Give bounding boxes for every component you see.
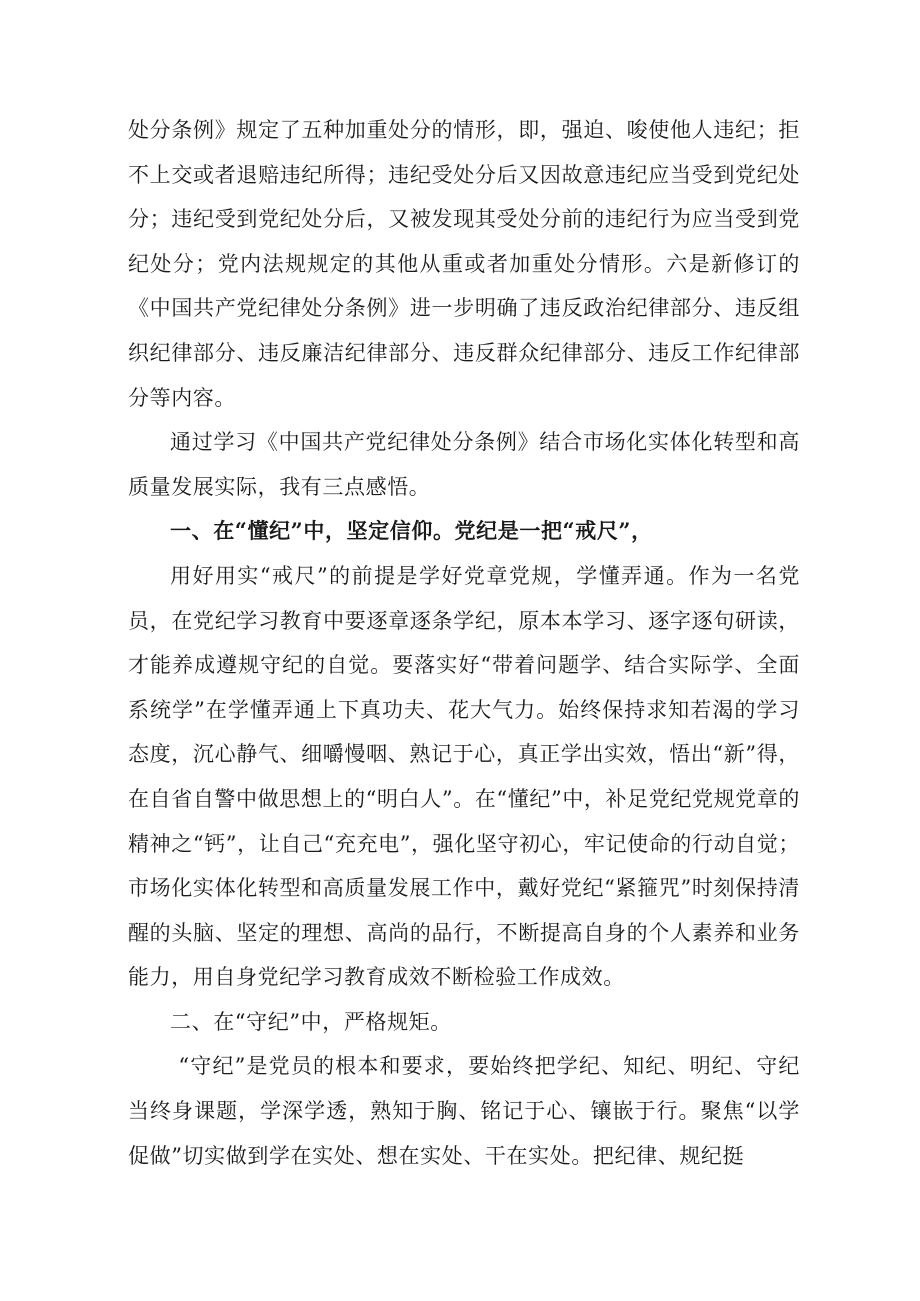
paragraph-section-one: 用好用实“戒尺”的前提是学好党章党规，学懂弄通。作为一名党员，在党纪学习教育中要逐章逐条学纪，原本本学习、逐字逐句研读，才能养成遵规守纪的自觉。要落实好“带着问题学、结合实际学、全面系统学”在学懂弄通上下真功夫、花大气力。始终保持求知若渴的学习态度，沉心静气、细嚼慢咽、熟记于心，真正学出实效，悟出“新”得，在自省自警中做思想上的“明白人”。在“懂纪”中，补足党纪党规党章的精神之“钙”，让自己“充充电”，强化坚守初心，牢记使命的行动自觉；市场化实体化转型和高质量发展工作中，戴好党纪“紧箍咒”时刻保持清醒的头脑、坚定的理想、高尚的品行，不断提高自身的个人素养和业务能力，用自身党纪学习教育成效不断检验工作成效。 [128, 563, 800, 990]
heading-section-two: 二、在“守纪”中，严格规矩。 [170, 1009, 452, 1034]
paragraph-intro: 通过学习《中国共产党纪律处分条例》结合市场化实体化转型和高质量发展实际，我有三点感悟。 [128, 430, 800, 499]
paragraph-section-two: “守纪”是党员的根本和要求，要始终把学纪、知纪、明纪、守纪当终身课题，学深学透，熟知于胸、铭记于心、镶嵌于行。聚焦“以学促做”切实做到学在实处、想在实处、干在实处。把纪律、规纪挺 [128, 1054, 800, 1168]
document-body [128, 108, 800, 1178]
paragraph-continuation: 处分条例》规定了五种加重处分的情形，即，强迫、唆使他人违纪；拒不上交或者退赔违纪所得；违纪受处分后又因故意违纪应当受到党纪处分；违纪受到党纪处分后，又被发现其受处分前的违纪行为应当受到党纪处分；党内法规规定的其他从重或者加重处分情形。六是新修订的《中国共产党纪律处分条例》进一步明确了违反政治纪律部分、违反组织纪律部分、违反廉洁纪律部分、违反群众纪律部分、违反工作纪律部分等内容。 [128, 118, 800, 410]
heading-section-one: 一、在“懂纪”中，坚定信仰。党纪是一把“戒尺”， [170, 518, 653, 544]
